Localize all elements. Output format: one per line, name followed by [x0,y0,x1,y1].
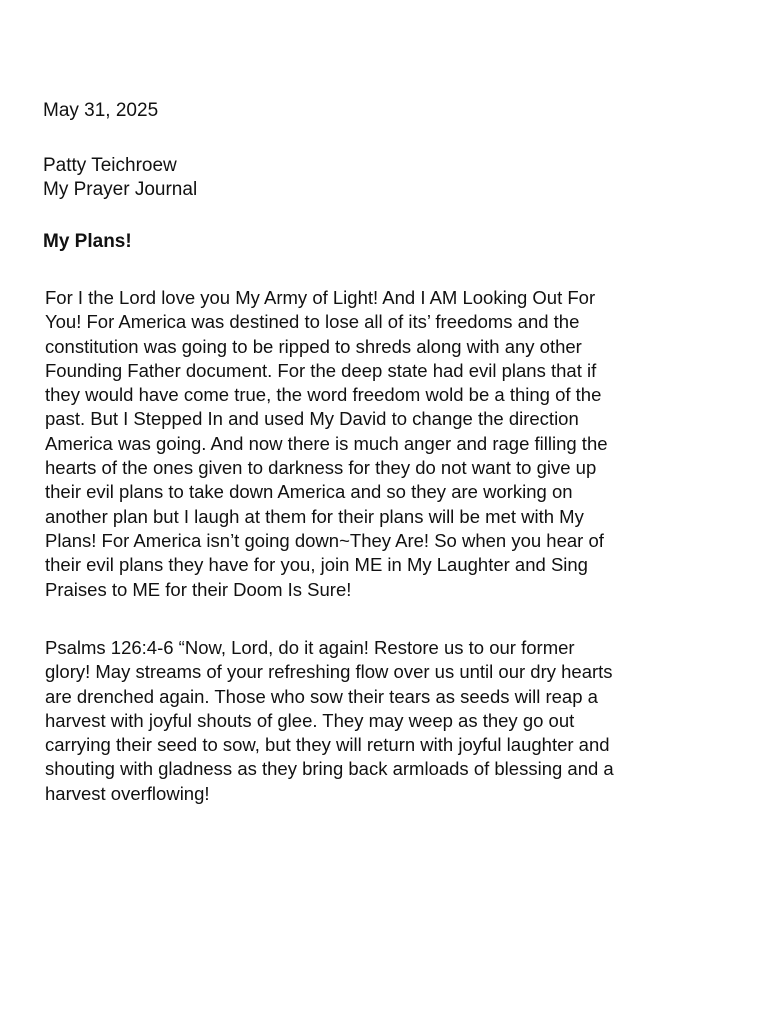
scripture-line: glory! May streams of your refreshing flow over us until our dry hearts [45,661,613,683]
scripture-line: harvest with joyful shouts of glee. They may weep as they go out [45,709,575,731]
message-line: You! For America was destined to lose all of its’ freedoms and the [45,311,580,333]
journal-title: My Prayer Journal [43,179,198,200]
message-line: Plans! For America isn’t going down~They Are! So when you hear of [45,529,604,551]
scripture-line: harvest overflowing! [45,782,210,804]
scripture-line: Psalms 126:4-6 “Now, Lord, do it again! Restore us to our former [45,637,575,658]
message-line: they would have come true, the word freedom wold be a thing of the [45,384,602,406]
entry-date: May 31, 2025 [43,100,159,121]
message-line: past. But I Stepped In and used My David to change the direction [45,408,579,430]
message-line: their evil plans they have for you, join ME in My Laughter and Sing [45,554,588,576]
message-line: Praises to ME for their Doom Is Sure! [45,578,352,600]
author-block [43,154,197,202]
message-line: constitution was going to be ripped to shreds along with any other [45,335,582,357]
scripture-paragraph [45,636,745,806]
message-line: America was going. And now there is much anger and rage filling the [45,432,608,454]
message-paragraph [45,286,745,602]
entry-heading: My Plans! [43,231,132,252]
message-line: their evil plans to take down America and so they are working on [45,481,573,503]
scripture-line: shouting with gladness as they bring back armloads of blessing and a [45,758,614,780]
message-line: For I the Lord love you My Army of Light! And I AM Looking Out For [45,287,596,308]
message-line: Founding Father document. For the deep state had evil plans that if [45,359,597,381]
scripture-line: carrying their seed to sow, but they will return with joyful laughter and [45,734,610,756]
message-line: another plan but I laugh at them for their plans will be met with My [45,505,584,527]
scripture-line: are drenched again. Those who sow their tears as seeds will reap a [45,685,598,707]
message-line: hearts of the ones given to darkness for they do not want to give up [45,457,597,479]
author-name: Patty Teichroew [43,155,177,176]
